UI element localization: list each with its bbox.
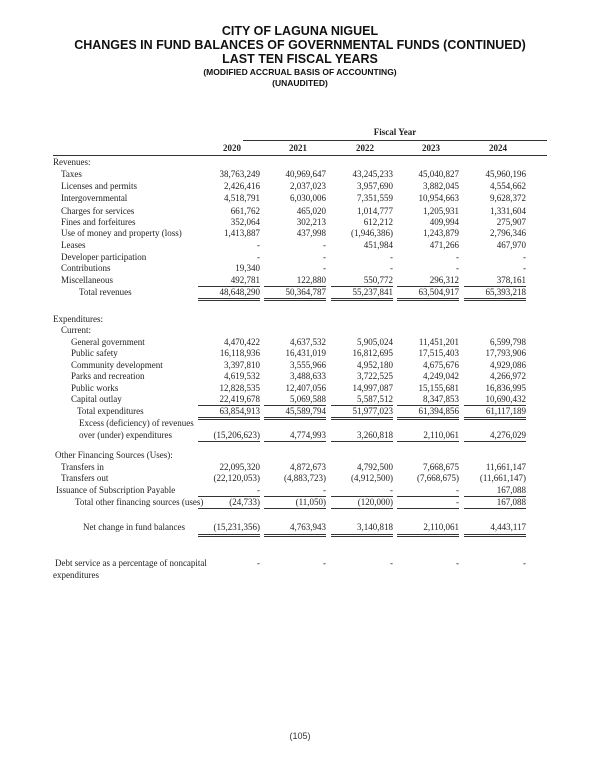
section-label: Other Financing Sources (Uses): [55, 450, 173, 460]
report-audit-status: (UNAUDITED) [272, 78, 328, 88]
double-underline [264, 534, 326, 537]
underline [331, 441, 393, 442]
underline [331, 508, 393, 509]
report-basis: (MODIFIED ACCRUAL BASIS OF ACCOUNTING) [203, 67, 397, 77]
report-period: LAST TEN FISCAL YEARS [222, 52, 378, 66]
table-row: Public works 12,828,535 12,407,056 14,997,087 15,155,681 16,836,995 [71, 383, 526, 393]
page-number: (105) [289, 731, 311, 741]
report-title: CHANGES IN FUND BALANCES OF GOVERNMENTAL FUNDS (CONTINUED) [74, 38, 526, 52]
table-row-label: expenditures [53, 570, 99, 580]
table-row: Fines and forfeitures 352,064 302,213 612,212 409,994 275,907 [61, 217, 526, 227]
table-row: Developer participation - - - - - [61, 252, 526, 262]
table-row: Use of money and property (loss) 1,413,887 437,998 (1,946,386) 1,243,879 2,796,346 [61, 228, 526, 238]
double-underline [264, 298, 326, 301]
table-row: Intergovernmental 4,518,791 6,030,006 7,351,559 10,954,663 9,628,372 [61, 193, 526, 203]
underline [397, 508, 459, 509]
table-row: Community development 3,397,810 3,555,966 4,952,180 4,675,676 4,929,086 [71, 360, 526, 370]
double-underline [464, 534, 526, 537]
report-city: CITY OF LAGUNA NIGUEL [221, 24, 379, 38]
underline [264, 508, 326, 509]
double-underline [397, 298, 459, 301]
underline [198, 508, 260, 509]
double-underline [331, 298, 393, 301]
table-row: Contributions 19,340 - - - - [61, 263, 526, 273]
double-underline [464, 298, 526, 301]
table-row-total: Total revenues 48,648,290 50,364,787 55,237,841 63,504,917 65,393,218 [79, 287, 526, 297]
fiscal-year-header: Fiscal Year [373, 127, 417, 137]
divider [243, 140, 547, 141]
table-row: Parks and recreation 4,619,532 3,488,633 3,722,525 4,249,042 4,266,972 [71, 371, 526, 381]
double-underline [198, 534, 260, 537]
double-underline [397, 534, 459, 537]
section-label: Revenues: [53, 157, 91, 167]
table-row: Public safety 16,118,936 16,431,019 16,812,695 17,515,403 17,793,906 [71, 348, 526, 358]
table-row: Capital outlay 22,419,678 5,069,588 5,587,512 8,347,853 10,690,432 [71, 394, 526, 404]
section-label: Current: [61, 325, 91, 335]
year-header: 2022 [356, 143, 374, 153]
table-row: Debt service as a percentage of noncapital - - - - - [55, 558, 526, 568]
table-row: Transfers in 22,095,320 4,872,673 4,792,500 7,668,675 11,661,147 [61, 462, 526, 472]
table-row: General government 4,470,422 4,637,532 5,905,024 11,451,201 6,599,798 [71, 337, 526, 347]
table-row: Licenses and permits 2,426,416 2,037,023 3,957,690 3,882,045 4,554,662 [61, 181, 526, 191]
table-row: Issuance of Subscription Payable - - - - 167,088 [56, 485, 526, 495]
underline [464, 508, 526, 509]
table-row: over (under) expenditures (15,206,623) 4,774,993 3,260,818 2,110,061 4,276,029 [79, 430, 526, 440]
double-underline [198, 298, 260, 301]
double-underline [331, 534, 393, 537]
year-header: 2021 [289, 143, 307, 153]
underline [198, 441, 260, 442]
year-header: 2023 [422, 143, 440, 153]
underline [464, 441, 526, 442]
underline [397, 441, 459, 442]
table-row: Taxes 38,763,249 40,969,647 43,245,233 45,040,827 45,960,196 [61, 169, 526, 179]
year-header: 2024 [489, 143, 507, 153]
table-row-total: Total other financing sources (uses) (24,733) (11,050) (120,000) - 167,088 [75, 497, 526, 507]
table-row: Charges for services 661,762 465,020 1,014,777 1,205,931 1,331,604 [61, 206, 526, 216]
table-row-label: Excess (deficiency) of revenues [79, 418, 194, 428]
table-row-total: Total expenditures 63,854,913 45,589,794 51,977,023 61,394,856 61,117,189 [77, 406, 526, 416]
table-row: Leases - - 451,984 471,266 467,970 [61, 240, 526, 250]
table-row: Miscellaneous 492,781 122,880 550,772 296,312 378,161 [61, 275, 526, 285]
table-row-total: Net change in fund balances (15,231,356) 4,763,943 3,140,818 2,110,061 4,443,117 [83, 522, 526, 532]
year-header: 2020 [223, 143, 241, 153]
section-label: Expenditures: [53, 314, 103, 324]
table-row: Transfers out (22,120,053) (4,883,723) (4,912,500) (7,668,675) (11,661,147) [61, 473, 526, 483]
underline [264, 441, 326, 442]
